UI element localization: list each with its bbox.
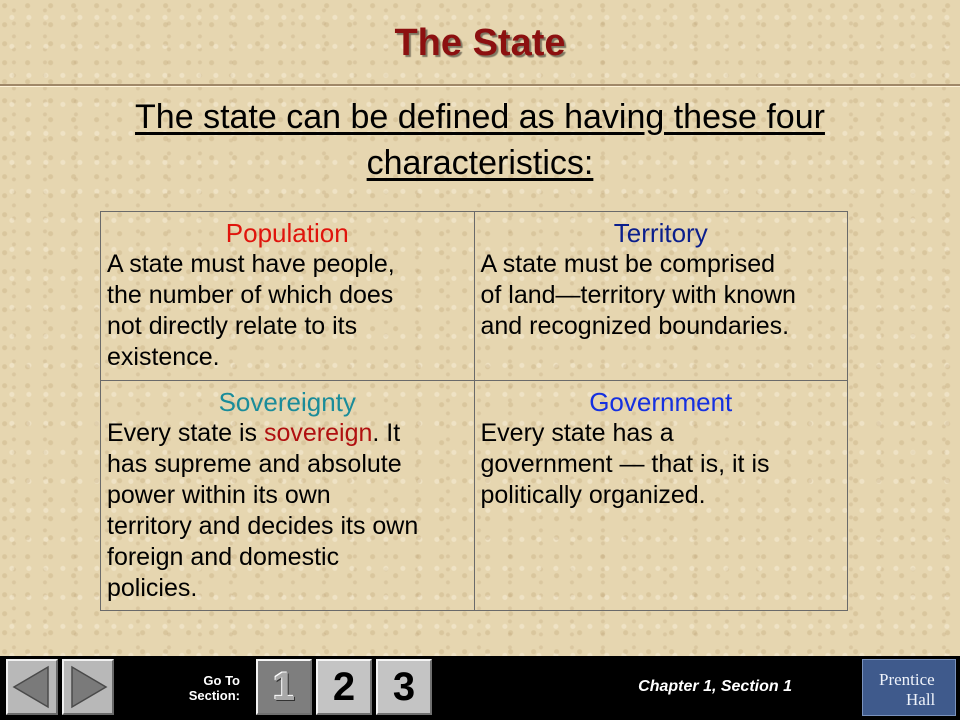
heading-population: Population (225, 218, 349, 248)
cell-government (474, 381, 848, 611)
cell-sovereignty (101, 381, 475, 611)
text-line: has supreme and absolute (107, 450, 402, 478)
text-line: of land—territory with known (480, 281, 796, 309)
characteristics-table (100, 211, 848, 611)
title-divider (0, 84, 960, 87)
text-line: Every state has a (480, 419, 674, 447)
text-line: the number of which does (107, 281, 394, 309)
text-line: government — that is, it is (480, 450, 770, 478)
cell-population (101, 212, 475, 381)
table-row (101, 212, 848, 381)
logo-text-hall: Hall (906, 690, 936, 709)
text-line: foreign and domestic (107, 543, 340, 571)
logo-text-prentice: Prentice (879, 670, 935, 689)
text-line (107, 418, 468, 449)
triangle-right-icon (64, 661, 112, 713)
subtitle-line-2: characteristics: (366, 144, 594, 182)
go-to-section-label (160, 673, 240, 703)
navigation-bar (0, 656, 960, 720)
text-line: territory and decides its own (107, 512, 419, 540)
next-slide-button[interactable] (62, 659, 114, 715)
text-fragment: Every state is (107, 419, 264, 447)
go-to-line: Go To (203, 673, 240, 688)
section-3-button[interactable]: 3 (376, 659, 432, 715)
cell-territory (474, 212, 848, 381)
table-row (101, 381, 848, 611)
heading-territory: Territory (613, 218, 708, 248)
slide-subtitle (40, 94, 920, 186)
section-1-button[interactable]: 1 (256, 659, 312, 715)
heading-sovereignty: Sovereignty (218, 387, 356, 417)
keyword-sovereign: sovereign (264, 419, 373, 447)
text-line: power within its own (107, 481, 331, 509)
text-line: not directly relate to its (107, 312, 358, 340)
triangle-left-icon (8, 661, 56, 713)
text-line: existence. (107, 343, 220, 371)
previous-slide-button[interactable] (6, 659, 58, 715)
subtitle-line-1: The state can be defined as having these four (135, 98, 825, 136)
chapter-section-label: Chapter 1, Section 1 (638, 678, 792, 695)
section-line: Section: (188, 688, 240, 703)
prentice-hall-logo (862, 659, 956, 716)
slide-title: The State (394, 22, 566, 64)
text-line: policies. (107, 574, 198, 602)
text-line: A state must have people, (107, 250, 395, 278)
text-line: A state must be comprised (480, 250, 776, 278)
section-2-button[interactable]: 2 (316, 659, 372, 715)
text-fragment: . It (372, 419, 401, 447)
text-line: politically organized. (480, 481, 706, 509)
text-line: and recognized boundaries. (480, 312, 790, 340)
heading-government: Government (589, 387, 733, 417)
